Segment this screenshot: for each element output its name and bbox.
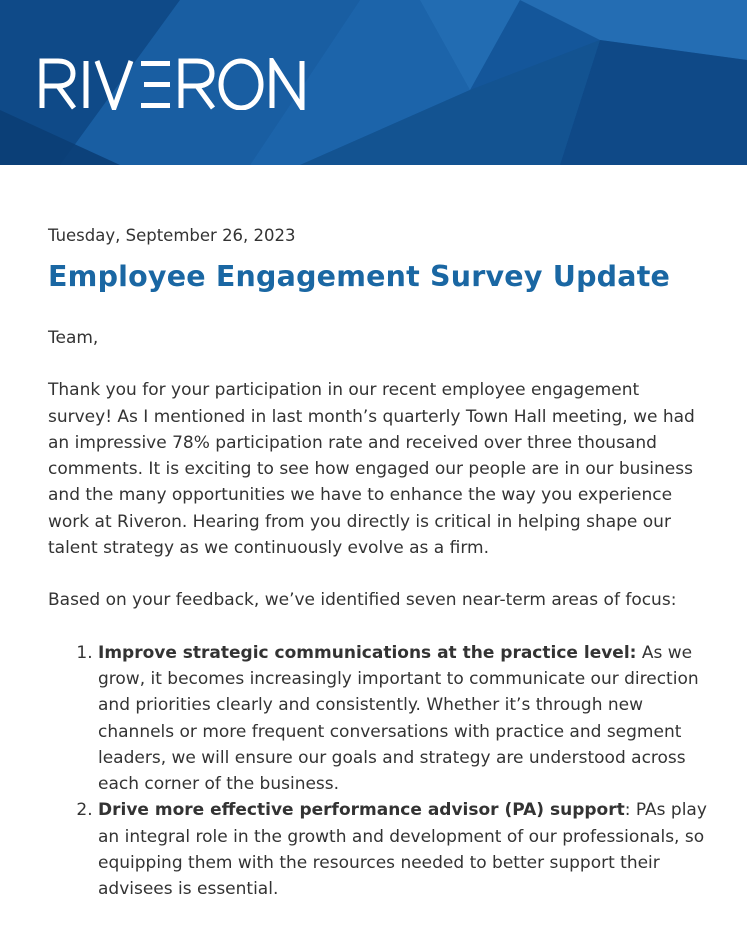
focus-lead-paragraph: Based on your feedback, we’ve identified seven near-term areas of focus: xyxy=(48,590,677,611)
focus-area-heading: Improve strategic communications at the practice level: xyxy=(98,642,637,663)
focus-area-heading: Drive more effective performance advisor (PA) support xyxy=(98,800,625,821)
list-item xyxy=(98,640,708,798)
article-date: Tuesday, September 26, 2023 xyxy=(48,226,296,245)
riveron-logo-mark xyxy=(38,58,308,110)
riveron-logo[interactable] xyxy=(38,58,308,110)
list-item xyxy=(98,797,708,902)
header-banner xyxy=(0,0,747,165)
article-title: Employee Engagement Survey Update xyxy=(48,260,671,293)
email-body xyxy=(48,223,708,903)
focus-area-text: As we grow, it becomes increasingly important to communicate our direction and priorities clearly and consistently. Whether it’s through new channels or more frequent conversations with practice and segment leaders, we will ensure our goals and strategy are understood across each corner of the business. xyxy=(98,642,699,795)
focus-area-text: : PAs play an integral role in the growth and development of our professionals, so equipping them with the resources needed to better support their advisees is essential. xyxy=(98,800,707,900)
intro-paragraph: Thank you for your participation in our recent employee engagement survey! As I mentioned in last month’s quarterly Town Hall meeting, we had an impressive 78% participation rate and received over three thousand comments. It is exciting to see how engaged our people are in our business and the many opportunities we have to enhance the way you experience work at Riveron. Hearing from you directly is critical in helping shape our talent strategy as we continuously evolve as a firm. xyxy=(48,380,695,559)
focus-areas-list xyxy=(48,640,708,903)
greeting: Team, xyxy=(48,328,99,348)
